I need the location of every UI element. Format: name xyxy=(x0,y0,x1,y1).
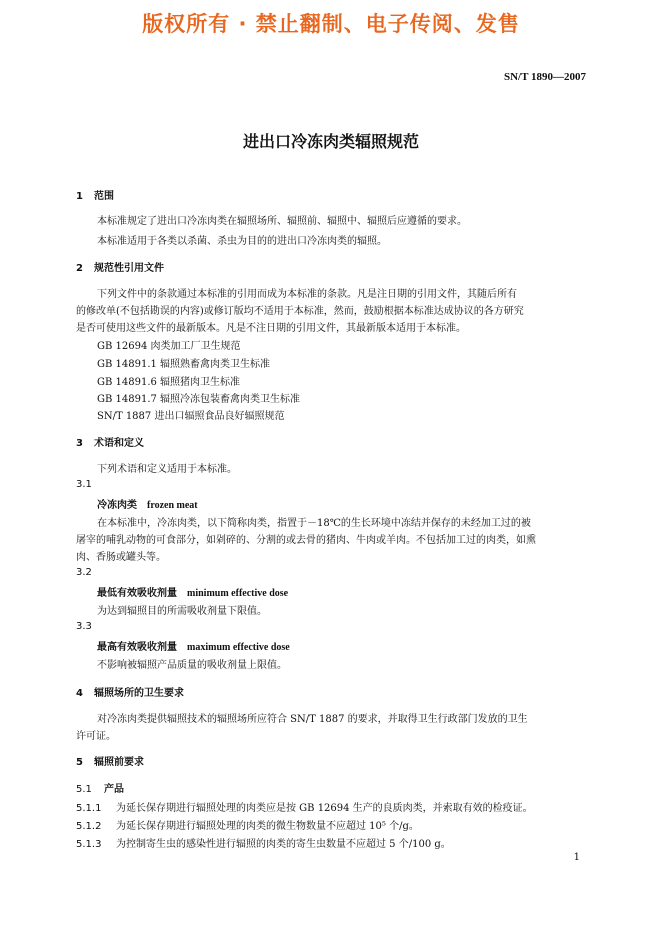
page-number: 1 xyxy=(573,852,580,863)
reference-item: GB 14891.6 辐照猪肉卫生标准 xyxy=(97,377,241,388)
subsection-number: 5.1 xyxy=(76,784,92,795)
standard-code: SN/T 1890—2007 xyxy=(503,71,586,83)
reference-item: SN/T 1887 进出口辐照食品良好辐照规范 xyxy=(97,411,285,422)
section-title: 辐照场所的卫生要求 xyxy=(94,688,184,699)
clause-text: 为延长保存期进行辐照处理的肉类的微生物数量不应超过 10⁵ 个/g。 xyxy=(116,821,419,832)
section-title: 辐照前要求 xyxy=(94,757,144,768)
section-number: 1 xyxy=(76,191,83,202)
clause-item xyxy=(76,835,451,850)
reference-item: GB 14891.1 辐照熟畜禽肉类卫生标准 xyxy=(97,359,271,370)
section-4-heading xyxy=(76,684,184,699)
section-2-heading xyxy=(76,259,164,274)
term-heading xyxy=(97,496,198,511)
section-number: 3 xyxy=(76,438,83,449)
term-number: 3.3 xyxy=(76,621,92,632)
term-en: frozen meat xyxy=(147,500,198,511)
term-heading xyxy=(97,584,288,599)
clause-item xyxy=(76,817,419,832)
section-3-heading xyxy=(76,434,144,449)
paragraph-line: 下列文件中的条款通过本标准的引用而成为本标准的条款。凡是注日期的引用文件，其随后所有 xyxy=(97,289,517,300)
clause-text: 为延长保存期进行辐照处理的肉类应是按 GB 12694 生产的良质肉类，并索取有效的检疫证。 xyxy=(116,803,533,814)
reference-item: GB 14891.7 辐照冷冻包装畜禽肉类卫生标准 xyxy=(97,394,301,405)
section-title: 规范性引用文件 xyxy=(94,263,164,274)
subsection-heading xyxy=(76,780,124,795)
definition-line: 肉、香肠或罐头等。 xyxy=(76,552,166,563)
clause-number: 5.1.1 xyxy=(76,803,102,814)
paragraph-line: 许可证。 xyxy=(76,731,116,742)
paragraph: 本标准适用于各类以杀菌、杀虫为目的的进出口冷冻肉类的辐照。 xyxy=(97,236,387,247)
copyright-watermark: 版权所有 · 禁止翻制、电子传阅、发售 xyxy=(142,12,520,36)
section-number: 2 xyxy=(76,263,83,274)
term-zh: 最低有效吸收剂量 xyxy=(97,588,177,599)
definition-line: 屠宰的哺乳动物的可食部分，如剁碎的、分割的或去骨的猪肉、牛肉或羊肉。不包括加工过的肉类，如熏 xyxy=(76,535,536,546)
section-1-heading xyxy=(76,187,114,202)
section-number: 5 xyxy=(76,757,83,768)
term-en: minimum effective dose xyxy=(187,588,289,599)
definition-line: 不影响被辐照产品质量的吸收剂量上限值。 xyxy=(97,660,287,671)
paragraph: 下列术语和定义适用于本标准。 xyxy=(97,464,237,475)
term-number: 3.1 xyxy=(76,479,92,490)
paragraph-line: 是否可使用这些文件的最新版本。凡是不注日期的引用文件，其最新版本适用于本标准。 xyxy=(76,323,466,334)
clause-item xyxy=(76,799,533,814)
paragraph-line: 对冷冻肉类提供辐照技术的辐照场所应符合 SN/T 1887 的要求，并取得卫生行政部门发放的卫生 xyxy=(97,714,528,725)
clause-number: 5.1.2 xyxy=(76,821,102,832)
term-zh: 最高有效吸收剂量 xyxy=(97,642,177,653)
definition-line: 为达到辐照目的所需吸收剂量下限值。 xyxy=(97,606,267,617)
clause-text: 为控制寄生虫的感染性进行辐照的肉类的寄生虫数量不应超过 5 个/100 g。 xyxy=(116,839,451,850)
term-heading xyxy=(97,638,290,653)
section-title: 范围 xyxy=(94,191,114,202)
subsection-title: 产品 xyxy=(104,784,124,795)
page-title: 进出口冷冻肉类辐照规范 xyxy=(242,132,419,151)
definition-line: 在本标准中，冷冻肉类，以下简称肉类，指置于－18℃的生长环境中冻结并保存的未经加工过的被 xyxy=(97,518,531,529)
paragraph-line: 的修改单(不包括勘误的内容)或修订版均不适用于本标准，然而，鼓励根据本标准达成协议的各方研究 xyxy=(76,306,524,317)
clause-number: 5.1.3 xyxy=(76,839,102,850)
section-number: 4 xyxy=(76,688,83,699)
term-zh: 冷冻肉类 xyxy=(97,500,137,511)
section-5-heading xyxy=(76,753,144,768)
paragraph: 本标准规定了进出口冷冻肉类在辐照场所、辐照前、辐照中、辐照后应遵循的要求。 xyxy=(97,216,467,227)
reference-item: GB 12694 肉类加工厂卫生规范 xyxy=(97,341,241,352)
section-title: 术语和定义 xyxy=(94,438,144,449)
term-en: maximum effective dose xyxy=(187,642,290,653)
term-number: 3.2 xyxy=(76,567,92,578)
